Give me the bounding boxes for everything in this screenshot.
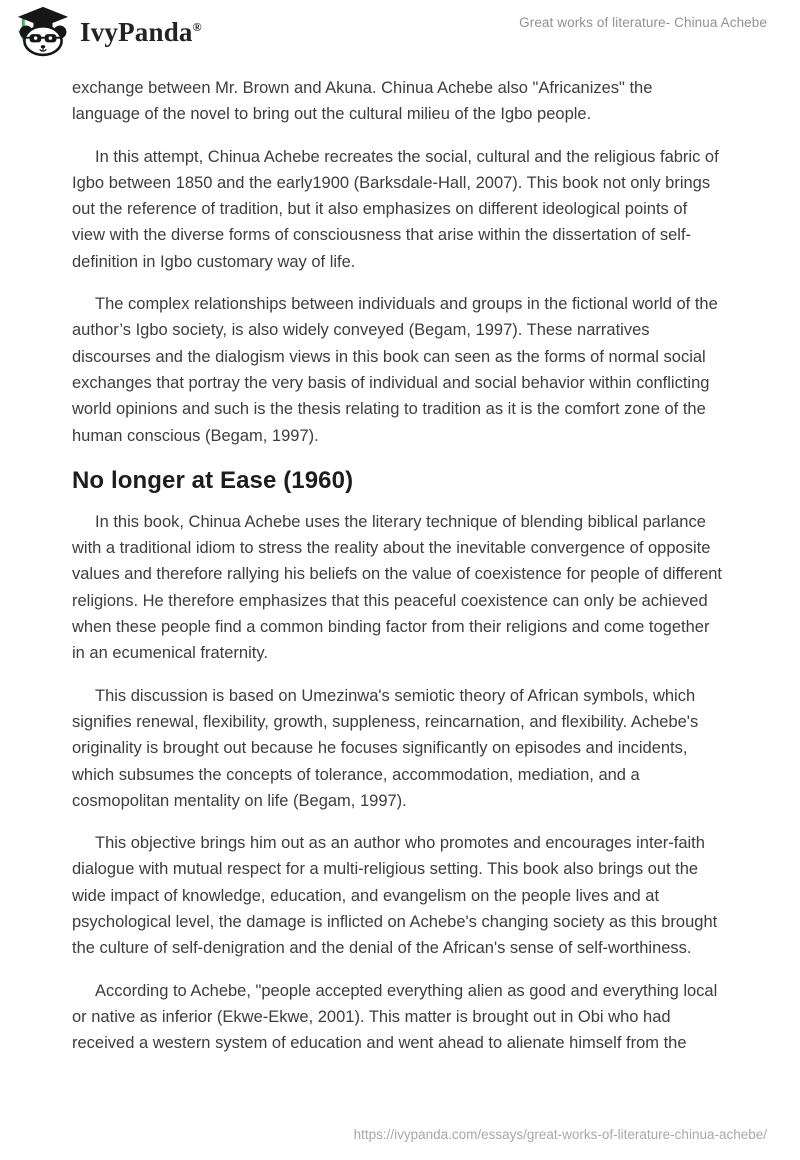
essay-content: [72, 75, 724, 1073]
paragraph-continuation: exchange between Mr. Brown and Akuna. Chinua Achebe also "Africanizes" the language of the novel to bring out the cultural milieu of the Igbo people.: [72, 79, 653, 124]
brand-text: IvyPanda: [80, 16, 193, 47]
brand-name: [80, 17, 202, 48]
paragraph: The complex relationships between individuals and groups in the fictional world of the author’s Igbo society, is also widely conveyed (Begam, 1997). These narratives discourses and the dialogism views in this book can seen as the forms of normal social exchanges that portray the very basis of individual and social behavior within conflicting world opinions and such is the thesis relating to tradition as it is the comfort zone of the human conscious (Begam, 1997).: [72, 295, 718, 445]
paragraph: This discussion is based on Umezinwa's semiotic theory of African symbols, which signifies renewal, flexibility, growth, suppleness, reincarnation, and flexibility. Achebe's originality is brought out because he focuses significantly on episodes and incidents, which subsumes the concepts of tolerance, accommodation, mediation, and a cosmopolitan mentality on life (Begam, 1997).: [72, 686, 699, 810]
paragraph: This objective brings him out as an author who promotes and encourages inter-faith dialogue with mutual respect for a multi-religious setting. This book also brings out the wide impact of knowledge, education, and evangelism on the people lives and at psychological level, the damage is inflicted on Achebe's changing society as this brought the culture of self-denigration and the denial of the African's sense of self-worthiness.: [72, 834, 718, 958]
registered-trademark: ®: [192, 19, 202, 34]
source-url-link[interactable]: https://ivypanda.com/essays/great-works-of-literature-chinua-achebe/: [353, 1127, 767, 1142]
ivypanda-logo: [14, 6, 202, 58]
paragraph: In this attempt, Chinua Achebe recreates the social, cultural and the religious fabric of Igbo between 1850 and the early1900 (Barksdale-Hall, 2007). This book not only brings out the reference of tradition, but it also emphasizes on different ideological points of view with the diverse forms of consciousness that arise within the dissertation of self-definition in Igbo customary way of life.: [72, 147, 719, 271]
page-footer: [354, 1126, 767, 1144]
page-header: [0, 0, 800, 64]
paragraph: In this book, Chinua Achebe uses the literary technique of blending biblical parlance with a traditional idiom to stress the reality about the inevitable convergence of opposite values and therefore rallying his beliefs on the value of coexistence for people of different religions. He therefore emphasizes that this peaceful coexistence can only be achieved when these people find a common binding factor from their religions and come together in an ecumenical fraternity.: [72, 512, 723, 663]
panda-graduate-icon: [14, 6, 72, 58]
running-head-title: Great works of literature- Chinua Achebe: [519, 15, 767, 30]
section-heading: No longer at Ease (1960): [72, 466, 354, 494]
paragraph-truncated: According to Achebe, "people accepted everything alien as good and everything local or native as inferior (Ekwe-Ekwe, 2001). This matter is brought out in Obi who had received a western system of education and went ahead to alienate himself from the: [72, 981, 718, 1053]
